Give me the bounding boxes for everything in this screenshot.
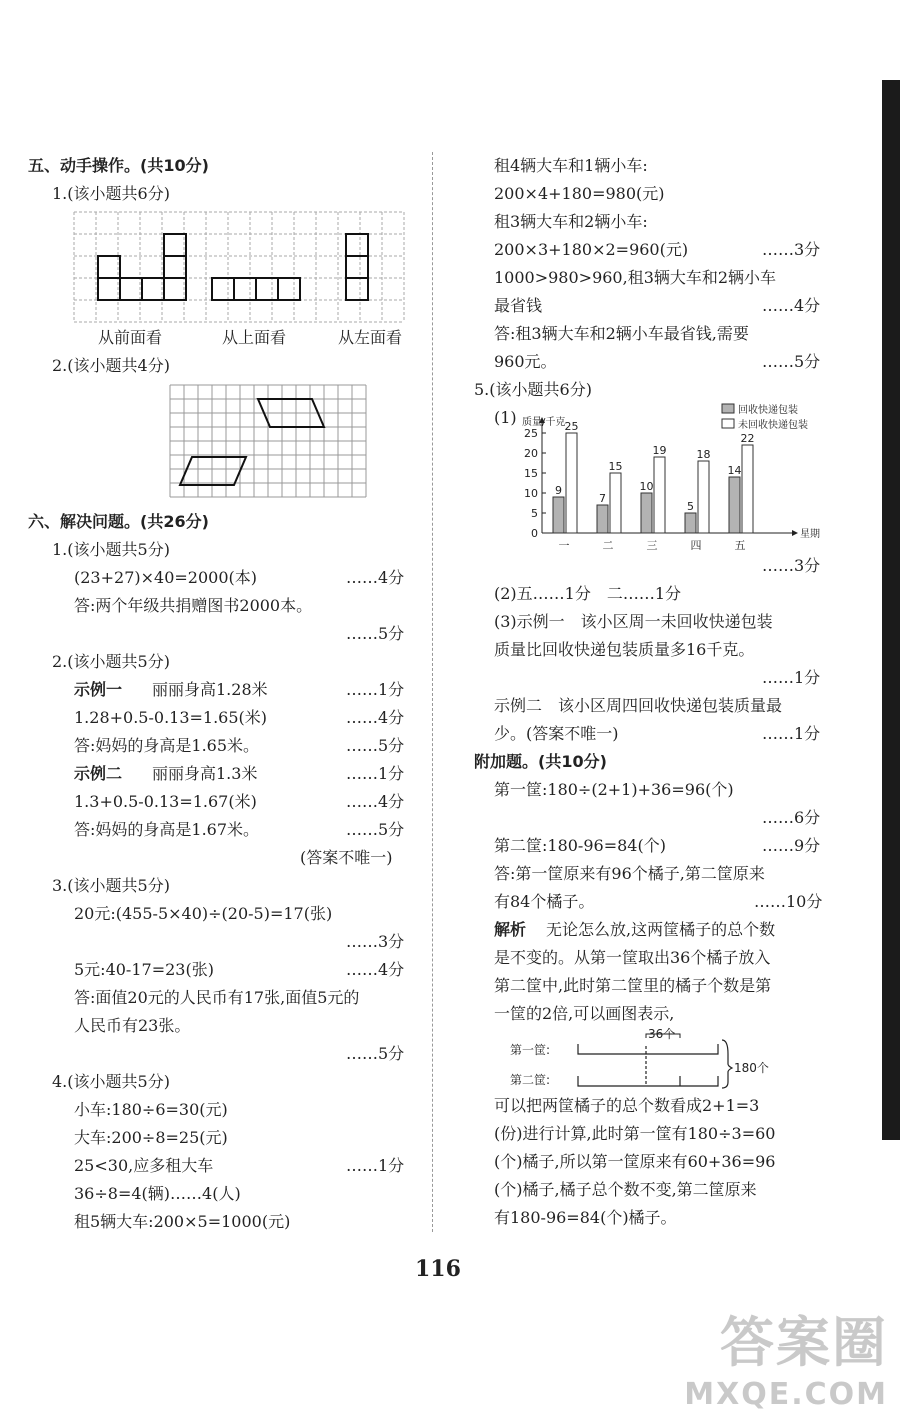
p4-cont-line: 租4辆大车和1辆小车: (494, 156, 648, 175)
bar-recycled-3 (685, 513, 696, 533)
p5-sub2: (2)五……1分 二……1分 (494, 584, 682, 603)
extra-header: 附加题。(共10分) (474, 752, 607, 771)
p5-example-2-line: 示例二 该小区周四回收快递包装质量最 (494, 696, 783, 715)
category-label: 五 (734, 539, 746, 550)
analysis-line: 第二筐中,此时第二筐里的橘子个数是第 (494, 976, 772, 995)
diagram-label-36: 36个 (648, 1027, 676, 1041)
p4-cont-score: ……4分 (762, 296, 821, 315)
three-views-grid (72, 210, 412, 326)
diagram-label-row1: 第一筐: (510, 1043, 551, 1057)
p4-line: 36÷8=4(辆)……4(人) (74, 1184, 241, 1203)
y-tick-label: 15 (524, 467, 538, 480)
p3-line: 5元:40-17=23(张) (74, 960, 214, 979)
p3-score: ……4分 (346, 960, 405, 979)
bar-value-label: 22 (740, 432, 755, 445)
p3-score: ……3分 (346, 932, 405, 951)
p3-score: ……5分 (346, 1044, 405, 1063)
p4-cont-line: 最省钱 (494, 296, 543, 315)
p4-cont-line: 960元。 (494, 352, 557, 371)
segment-diagram (508, 1024, 798, 1092)
p2-score: ……1分 (346, 680, 405, 699)
p5-score: ……1分 (762, 724, 821, 743)
p2-example-1-text: 丽丽身高1.28米 (152, 680, 268, 699)
p5-score: ……1分 (762, 668, 821, 687)
p1-line: (23+27)×40=2000(本) (74, 568, 257, 587)
x-axis-arrow (792, 530, 798, 536)
diagram-label-total: 180个 (734, 1061, 769, 1075)
legend-label: 未回收快递包装 (738, 420, 808, 431)
extra-line: 有84个橘子。 (494, 892, 595, 911)
p4-cont-line: 200×4+180=980(元) (494, 184, 665, 203)
parallelogram-grid (168, 383, 378, 501)
bar-value-label: 7 (599, 492, 606, 505)
p1-score: ……4分 (346, 568, 405, 587)
column-divider (432, 152, 433, 1232)
legend-swatch (722, 404, 734, 413)
p2-line: 答:妈妈的身高是1.67米。 (74, 820, 260, 839)
scan-edge-shadow (882, 80, 900, 1140)
y-tick-label: 20 (524, 447, 538, 460)
p4-score: ……1分 (346, 1156, 405, 1175)
p1-label: 1.(该小题共5分) (52, 540, 170, 559)
extra-line: 第二筐:180-96=84(个) (494, 836, 666, 855)
bar-recycled-1 (597, 505, 608, 533)
bar-value-label: 5 (687, 500, 694, 513)
p1-score: ……5分 (346, 624, 405, 643)
p2-score: ……4分 (346, 792, 405, 811)
p2-example-2-tag: 示例二 (74, 764, 123, 783)
x-axis-label: 星期 (800, 529, 820, 540)
p3-label: 3.(该小题共5分) (52, 876, 170, 895)
section-6-header: 六、解决问题。(共26分) (28, 512, 209, 531)
p4-line: 租5辆大车:200×5=1000(元) (74, 1212, 291, 1231)
bar-unrecycled-2 (654, 457, 665, 533)
p2-score: ……4分 (346, 708, 405, 727)
bar-value-label: 15 (608, 460, 623, 473)
analysis-line: 无论怎么放,这两筐橘子的总个数 (530, 920, 776, 939)
extra-score: ……6分 (762, 808, 821, 827)
p5-example-2-line: 少。(答案不唯一) (494, 724, 619, 743)
view-label-front: 从前面看 (98, 328, 163, 347)
page-number: 116 (415, 1256, 461, 1282)
bar-unrecycled-4 (742, 445, 753, 533)
p4-line: 小车:180÷6=30(元) (74, 1100, 228, 1119)
bar-recycled-0 (553, 497, 564, 533)
p3-line: 人民币有23张。 (74, 1016, 191, 1035)
view-label-top: 从上面看 (222, 328, 287, 347)
legend-label: 回收快递包装 (738, 405, 798, 416)
p4-cont-line: 租3辆大车和2辆小车: (494, 212, 648, 231)
bar-unrecycled-3 (698, 461, 709, 533)
p4-cont-score: ……3分 (762, 240, 821, 259)
diagram-label-row2: 第二筐: (510, 1073, 551, 1087)
p2-label: 2.(该小题共5分) (52, 652, 170, 671)
y-tick-label: 10 (524, 487, 538, 500)
p1-line: 答:两个年级共捐赠图书2000本。 (74, 596, 313, 615)
extra-score: ……9分 (762, 836, 821, 855)
p4-cont-line: 200×3+180×2=960(元) (494, 240, 689, 259)
category-label: 三 (646, 539, 658, 550)
y-tick-label: 0 (531, 527, 538, 540)
p3-line: 20元:(455-5×40)÷(20-5)=17(张) (74, 904, 333, 923)
p4-cont-score: ……5分 (762, 352, 821, 371)
category-label: 四 (690, 539, 702, 550)
watermark (684, 1300, 888, 1412)
p5-sub3-line: (3)示例一 该小区周一未回收快递包装 (494, 612, 773, 631)
extra-line: 答:第一筐原来有96个橘子,第二筐原来 (494, 864, 765, 883)
p2-example-2-text: 丽丽身高1.3米 (152, 764, 258, 783)
p2-line: 1.28+0.5-0.13=1.65(米) (74, 708, 268, 727)
y-tick-label: 25 (524, 427, 538, 440)
p2-line: 答:妈妈的身高是1.65米。 (74, 736, 260, 755)
q1-label: 1.(该小题共6分) (52, 184, 170, 203)
p4-cont-line: 答:租3辆大车和2辆小车最省钱,需要 (494, 324, 749, 343)
p5-sub3-line: 质量比回收快递包装质量多16千克。 (494, 640, 755, 659)
section-5-header: 五、动手操作。(共10分) (28, 156, 209, 175)
final-line: 可以把两筐橘子的总个数看成2+1=3 (494, 1096, 760, 1115)
bar-value-label: 25 (564, 420, 579, 433)
p2-line: 1.3+0.5-0.13=1.67(米) (74, 792, 257, 811)
final-line: (个)橘子,橘子总个数不变,第二筐原来 (494, 1180, 757, 1199)
p2-note: (答案不唯一) (300, 848, 393, 867)
watermark-line1: 答案圈 (720, 1311, 888, 1374)
p4-line: 25<30,应多租大车 (74, 1156, 214, 1175)
legend-swatch (722, 419, 734, 428)
p5-sub1: (1) (494, 408, 517, 427)
p2-score: ……5分 (346, 736, 405, 755)
extra-line: 第一筐:180÷(2+1)+36=96(个) (494, 780, 734, 799)
p2-score: ……1分 (346, 764, 405, 783)
p2-example-1-tag: 示例一 (74, 680, 123, 699)
view-label-left: 从左面看 (338, 328, 403, 347)
p4-cont-line: 1000>980>960,租3辆大车和2辆小车 (494, 268, 777, 287)
watermark-line2: MXQE.COM (684, 1377, 888, 1412)
category-label: 一 (558, 539, 570, 550)
bar-recycled-4 (729, 477, 740, 533)
bar-value-label: 9 (555, 484, 562, 497)
bar-value-label: 10 (639, 480, 654, 493)
p5-score: ……3分 (762, 556, 821, 575)
bar-recycled-2 (641, 493, 652, 533)
analysis-line: 是不变的。从第一筐取出36个橘子放入 (494, 948, 771, 967)
analysis-tag: 解析 (494, 920, 527, 939)
final-line: 有180-96=84(个)橘子。 (494, 1208, 677, 1227)
final-line: (份)进行计算,此时第一筐有180÷3=60 (494, 1124, 776, 1143)
bar-value-label: 18 (696, 448, 711, 461)
p4-label: 4.(该小题共5分) (52, 1072, 170, 1091)
extra-score: ……10分 (754, 892, 823, 911)
bar-unrecycled-0 (566, 433, 577, 533)
bar-unrecycled-1 (610, 473, 621, 533)
p4-line: 大车:200÷8=25(元) (74, 1128, 228, 1147)
p3-line: 答:面值20元的人民币有17张,面值5元的 (74, 988, 360, 1007)
y-axis-label: 质量/千克 (522, 417, 566, 428)
bar-value-label: 14 (727, 464, 742, 477)
p2-score: ……5分 (346, 820, 405, 839)
category-label: 二 (602, 539, 614, 550)
bar-chart (500, 400, 840, 550)
p5-label: 5.(该小题共6分) (474, 380, 592, 399)
analysis-line: 一筐的2倍,可以画图表示, (494, 1004, 675, 1023)
final-line: (个)橘子,所以第一筐原来有60+36=96 (494, 1152, 776, 1171)
q2-label: 2.(该小题共4分) (52, 356, 170, 375)
bar-value-label: 19 (652, 444, 667, 457)
y-tick-label: 5 (531, 507, 538, 520)
